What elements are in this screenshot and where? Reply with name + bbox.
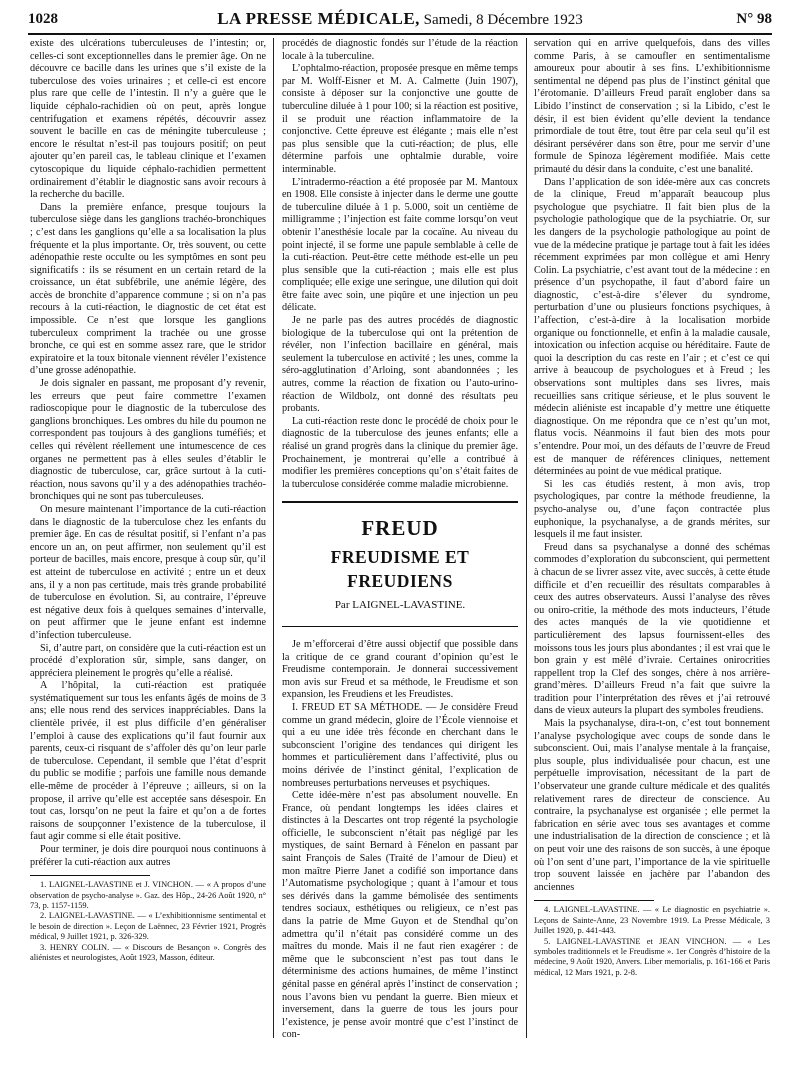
footnote-rule bbox=[534, 900, 654, 901]
paragraph: Si, d’autre part, on considère que la cuti-réaction est un procédé d’exploration sûr, simple, sans danger, on appréciera pleinement le progrès qu’elle a réalisé. bbox=[30, 642, 266, 679]
journal-title-line bbox=[28, 9, 772, 29]
column-3 bbox=[534, 38, 770, 978]
footnote: 5. LAIGNEL-LAVASTINE et JEAN VINCHON. — « Les symboles traditionnels et le Freudisme ». 1er Congrès d’histoire de la médecine, 9 Août 1920, Anvers. Liber memorialis, p. 161-166 et Paris médical, 12 Mars 1921, p. 2-8. bbox=[534, 936, 770, 977]
article-subtitle: FREUDISME ET FREUDIENS bbox=[330, 547, 470, 592]
footnote: 1. LAIGNEL-LAVASTINE et J. VINCHON. — « A propos d’une observation de psycho-analyse ». Gaz. des Hôp., 24-26 Août 1920, n° 73, p. 1157-1159. bbox=[30, 880, 266, 910]
column-divider bbox=[273, 38, 274, 1038]
paragraph: existe des ulcérations tuberculeuses de l’intestin; or, celles-ci sont exceptionnelles dans le premier âge. On ne découvre ce bacille dans les urines que s’il existe de la tuberculose des voies urinaires ; et celle-ci est encore plus rare que celle de l’intestin. Il n’y a guère que le liquide céphalo-rachidien où on peut, après longue centrifugation et examens répétés, découvrir assez souvent le bacille en cas de méningite tuberculeuse ; encore le résultat n’est-il pas toujours positif; on peut ajouter qu’en pareil cas, le tableau clinique et l’examen cytoscopique du liquide céphalo-rachidien permettent ordinairement d’établir le diagnostic sans avoir recours à la recherche du bacille. bbox=[30, 38, 266, 201]
column-1 bbox=[30, 38, 266, 963]
page-number: 1028 bbox=[28, 11, 58, 27]
footnote-rule bbox=[30, 875, 150, 876]
paragraph: Cette idée-mère n’est pas absolument nouvelle. En France, où pendant longtemps les idées claires et distinctes à la Descartes ont trop régenté la psychologie officielle, le subconscient n’était pas négligé par les mystiques, de saint Bernard à Fénelon en passant par saint François de Sales (Traité de l’amour de Dieu) et mon maître Pierre Janet a codifié son importance dans l’Automatisme psychologique ; quant à l’amour et tous ses dérivés dans la gamme bémolisée des sentiments tendres sociaux, esthétiques ou religieux, ce n’est pas dans la patrie de Mme Guyon et de Stendhal qu’on admettra qu’il n’était pas considéré comme un des maîtres du monde. Mais il ne faut rien exagérer : de même que le subconscient n’est pas tout dans le déterminisme des actions humaines, de même l’instinct génital passe en général après l’instinct de conservation ; nous l’avons bien vu pendant la guerre. Bien mieux et inversement, dans la guerre de tous les jours pour l’existence, je pense avoir montré que c’est l’instinct de con- bbox=[282, 790, 518, 1041]
paragraph: Je ne parle pas des autres procédés de diagnostic biologique de la tuberculose qui ont la prétention de révéler, non l’infection bacillaire en général, mais seulement la tuberculose en activité ; les unes, comme la séro-agglutination d’Arloing, sont abandonnées ; les autres, comme la réaction de fixation ou l’auto-urino-réaction de Wildbolz, ont donné des résultats peu probants. bbox=[282, 315, 518, 415]
header-rule bbox=[28, 33, 772, 35]
article-separator bbox=[282, 501, 518, 503]
footnote: 2. LAIGNEL-LAVASTINE. — « L’exhibitionnisme sentimental et le besoin de direction ». Leçon de Laënnec, 23 Février 1921, Progrès médical, 9 Juillet 1921, p. 326-329. bbox=[30, 911, 266, 942]
footnote: 4. LAIGNEL-LAVASTINE. — « Le diagnostic en psychiatrie ». Leçons de Sainte-Anne, 23 Novembre 1919. La Presse Médicale, 3 Juillet 1920, p. 441-443. bbox=[534, 905, 770, 936]
footnote: 3. HENRY COLIN. — « Discours de Besançon ». Congrès des aliénistes et neurologistes, Août 1923, Masson, éditeur. bbox=[30, 942, 266, 963]
paragraph: procédés de diagnostic fondés sur l’étude de la réaction locale à la tuberculine. bbox=[282, 38, 518, 62]
paragraph: On mesure maintenant l’importance de la cuti-réaction dans le diagnostic de la tuberculose chez les enfants du premier âge. En cas de résultat positif, si l’enfant n’a pas encore un an, on peut affirmer, non seulement qu’il est porteur de bacilles, mais encore, presque à coup sûr, qu’il est atteint de tuberculose en activité ; entre un et deux ans, il y a non pas certitude, mais très grande probabilité de tuberculose en évolution. Si, au contraire, l’épreuve est négative deux fois à quelques semaines d’intervalle, on peut affirmer que le jeune enfant est indemne d’infection tuberculeuse. bbox=[30, 503, 266, 641]
article-title: FREUD bbox=[361, 516, 439, 541]
paragraph: La cuti-réaction reste donc le procédé de choix pour le diagnostic de la tuberculose des jeunes enfants; elle a réalisé un grand progrès dans la clinique du premier âge. Prochainement, je montrerai qu’elle a contribué à modifier les premières conceptions qu’on s’était faites de la tuberculose considérée comme maladie microbienne. bbox=[282, 415, 518, 490]
paragraph: A l’hôpital, la cuti-réaction est pratiquée systématiquement sur tous les enfants âgés de moins de 3 ans; elle nous rend des services inappréciables. Dans la clientèle privée, il est plus difficile d’en généraliser l’emploi à cause des explications qu’il faut fournir aux parents, ceux-ci risquant de s’affoler dès qu’on leur parle de tuberculose. Cependant, il semble que l’état d’esprit du public se modifie ; parfois une famille nous demande elle-même de procéder à l’épreuve ; ailleurs, si on la propose, il arrive qu’elle est acceptée sans désespoir. En tout cas, lorsqu’on ne peut la faire et qu’on a de fortes raisons de soupçonner l’existence de la tuberculose, il faut agir comme si elle était positive. bbox=[30, 680, 266, 843]
paragraph: Je dois signaler en passant, me proposant d’y revenir, les erreurs que peut faire commettre l’examen radioscopique pour le diagnostic de la tuberculose des ganglions bronchiques. Les ombres du hile du poumon ne correspondent pas toujours à des ganglions tuméfiés; et celles qui révèlent réellement une intumescence de ces organes ne permettent pas à elles seules d’établir le diagnostic de tuberculose, car, grâce surtout à la cuti-réaction, nous savons qu’il y a des adénopathies trachéo-bronchiques qui ne sont pas tuberculeuses. bbox=[30, 378, 266, 503]
page-header bbox=[28, 7, 772, 31]
byline-rule bbox=[282, 626, 518, 627]
paragraph: Pour terminer, je dois dire pourquoi nous continuons à préférer la cuti-réaction aux autres bbox=[30, 844, 266, 868]
paragraph: L’ophtalmo-réaction, proposée presque en même temps par M. Wolff-Eisner et M. A. Calmette (Juin 1907), consiste à déposer sur la conjonctive une goutte de tuberculine diluée à 1 pour 100; si la réaction est positive, il se produit une réaction inflammatoire de la conjonctive. Cette épreuve est élégante ; mais elle n’est pas plus sensible que la cuti-réaction; de plus, elle détermine parfois une ophtalmie durable, voire interminable. bbox=[282, 63, 518, 175]
footnotes bbox=[30, 875, 266, 963]
paragraph: L’intradermo-réaction a été proposée par M. Mantoux en 1908. Elle consiste à injecter dans le derme une goutte de tuberculine diluée à 1 p. 5.000, soit un centième de milligramme ; l’injection est faite comme lorsqu’on veut obtenir l’anesthésie locale par la cocaïne. Au niveau du point injecté, il se forme une papule semblable à celle de la cuti-réaction. Peut-être cette méthode est-elle un peu plus sensible que la cuti-réaction ; mais elle est plus compliquée; elle exige une seringue, une dilution qui doit être faite avec soin, une piqûre et une injection un peu délicate. bbox=[282, 176, 518, 314]
column-2 bbox=[282, 38, 518, 1042]
journal-name: LA PRESSE MÉDICALE, bbox=[217, 9, 420, 28]
paragraph: servation qui en arrive quelquefois, dans des villes comme Paris, à se camoufler en sentimentalisme amoureux pour aboutir à ses fins. L’exhibitionnisme sentimental ne dépend pas plus de l’instinct génital que l’érotomanie. D’ailleurs Freud paraît englober dans sa Libido l’instinct de conservation ; si la Libido, c’est le désir, il est bien évident qu’elle devient la tendance primordiale de tout être, tout être par cela seul qu’il est désirant persévérer dans son être, pour me servir d’une formule de Spinoza légèrement modifiée. Mais cette primauté du désir dans la conduite, c’est une banalité. bbox=[534, 38, 770, 175]
paragraph: I. FREUD ET SA MÉTHODE. — Je considère Freud comme un grand médecin, gloire de l’École viennoise et qui a eu une idée très féconde en cherchant dans le subconscient l’origine des tendances qui dirigent les hommes et particulièrement dans l’affectivité, plus ou moins dérivée de l’instinct génital, l’explication de nombreuses perturbations nerveuses et psychiques. bbox=[282, 701, 518, 789]
column-divider bbox=[526, 38, 527, 1038]
footnotes bbox=[534, 900, 770, 978]
paragraph: Dans l’application de son idée-mère aux cas concrets de la clinique, Freud m’apparaît beaucoup plus psychologue que psychiatre. Il fait bien plus de la psychologie pathologique que de la psychiatrie. Or, sur les dangers de la psychologie pathologique au point de vue de la médecine pratique je partage tout à fait les idées récemment exprimées par mon collègue et ami Henry Colin. La psychiatrie, c’est avant tout de la médecine : en présence d’un psychopathe, il faut d’abord faire un diagnostic, c’est-à-dire s’élever du syndrome, perturbation d’une ou plusieurs fonctions psychiques, à l’affection, c’est-à-dire à la localisation morbide organique ou fonctionnelle, et enfin à la maladie causale, intoxication ou infection acquise ou héréditaire. Faute de quoi la description du cas reste en l’air ; et c’est ce qui arrive à beaucoup de psychologues et à Freud ; les observations sont multiples dans ses livres, mais recueillies sans critique sérieuse, et le plus souvent le médecin aliéniste est incapable d’y mettre une étiquette diagnostique. On me répondra que ce n’est qu’un mot, flatus vocis. Néanmoins il faut bien des mots pour s’entendre. Pour moi, un des défauts de l’œuvre de Freud est de manquer de références cliniques, nettement déterminées au point de vue médical pratique. bbox=[534, 176, 770, 478]
article-byline: Par LAIGNEL-LAVASTINE. bbox=[334, 599, 466, 612]
issue-date: Samedi, 8 Décembre 1923 bbox=[419, 12, 583, 28]
issue-number: N° 98 bbox=[736, 11, 772, 27]
paragraph: Si les cas étudiés restent, à mon avis, trop psychologiques, par contre la méthode freudienne, la psycho-analyse ou, d’une façon contractée plus euphonique, la psychanalyse, a de grands mérites, sur lesquels il me faut insister. bbox=[534, 478, 770, 541]
paragraph: Je m’efforcerai d’être aussi objectif que possible dans la critique de ce grand courant d’opinion qu’est le Freudisme contemporain. Je donnerai successivement mon avis sur Freud et sa méthode, le Freudisme et son expansion, les Freudiens et les Freudistes. bbox=[282, 638, 518, 701]
paragraph: Mais la psychanalyse, dira-t-on, c’est tout bonnement l’analyse psychologique avec coups de sonde dans le subconscient. Oui, mais l’analyse mentale à la française, plus souple, plus individualisée pour chacun, est une perpétuelle improvisation, nécessitant de la part de l’observateur une grande culture médicale et des qualités relativement rares de directeur de conscience. Au contraire, la psychanalyse est organisée ; elle permet la fabrication en série avec tous ses avantages et comme une industrialisation de la direction de conscience ; et là on peut voir une des raisons de son succès, à une époque où l’on sent d’une part, l’importance de la vie spirituelle trop souvent laissée en jachère par l’abandon des anciennes bbox=[534, 718, 770, 893]
paragraph: Dans la première enfance, presque toujours la tuberculose siège dans les ganglions trachéo-bronchiques ; c’est dans les ganglions qu’elle a sa localisation la plus fréquente et la plus importante. Or, très souvent, ou cette adénopathie reste occulte ou les symptômes en sont peu significatifs : ils se résument en un certain retard de la croissance, un état subfébrile, une anémie légère, des accès de bronchite d’apparence commune ; si on n’a pas recours à la cuti-réaction, le diagnostic de cet état est impossible. Ce n’est que lorsque les ganglions tuberculeux compriment la trachée ou une grosse bronche, ce qui est en somme assez rare, que le stridor expiratoire et la toux bitonale viennent révéler l’existence d’une grosse adénopathie. bbox=[30, 201, 266, 377]
paragraph: Freud dans sa psychanalyse a donné des schémas commodes d’exploration du subconscient, qui permettent à chacun de se livrer assez vite, avec succès, à cette étude difficile et d’en recueillir des résultats comparables à ceux des autres observateurs. Aussi l’analyse des rêves ou oniro-critie, la méthode des mots inducteurs, l’étude des actes manqués de la vie quotidienne et particulièrement des lapsus fournissent-elles des moissons tous les jours plus abondantes ; il est vrai que le bon grain y est mêlé d’ivraie. Certaines onirocrities rappellent trop la Clef des songes, chère à nos arrière-grand’mères. D’ailleurs Freud n’a fait que suivre la tradition pour l’interprétation des rêves et j’ai retrouvé dans de vieux auteurs la plupart des symboles freudiens. bbox=[534, 541, 770, 717]
